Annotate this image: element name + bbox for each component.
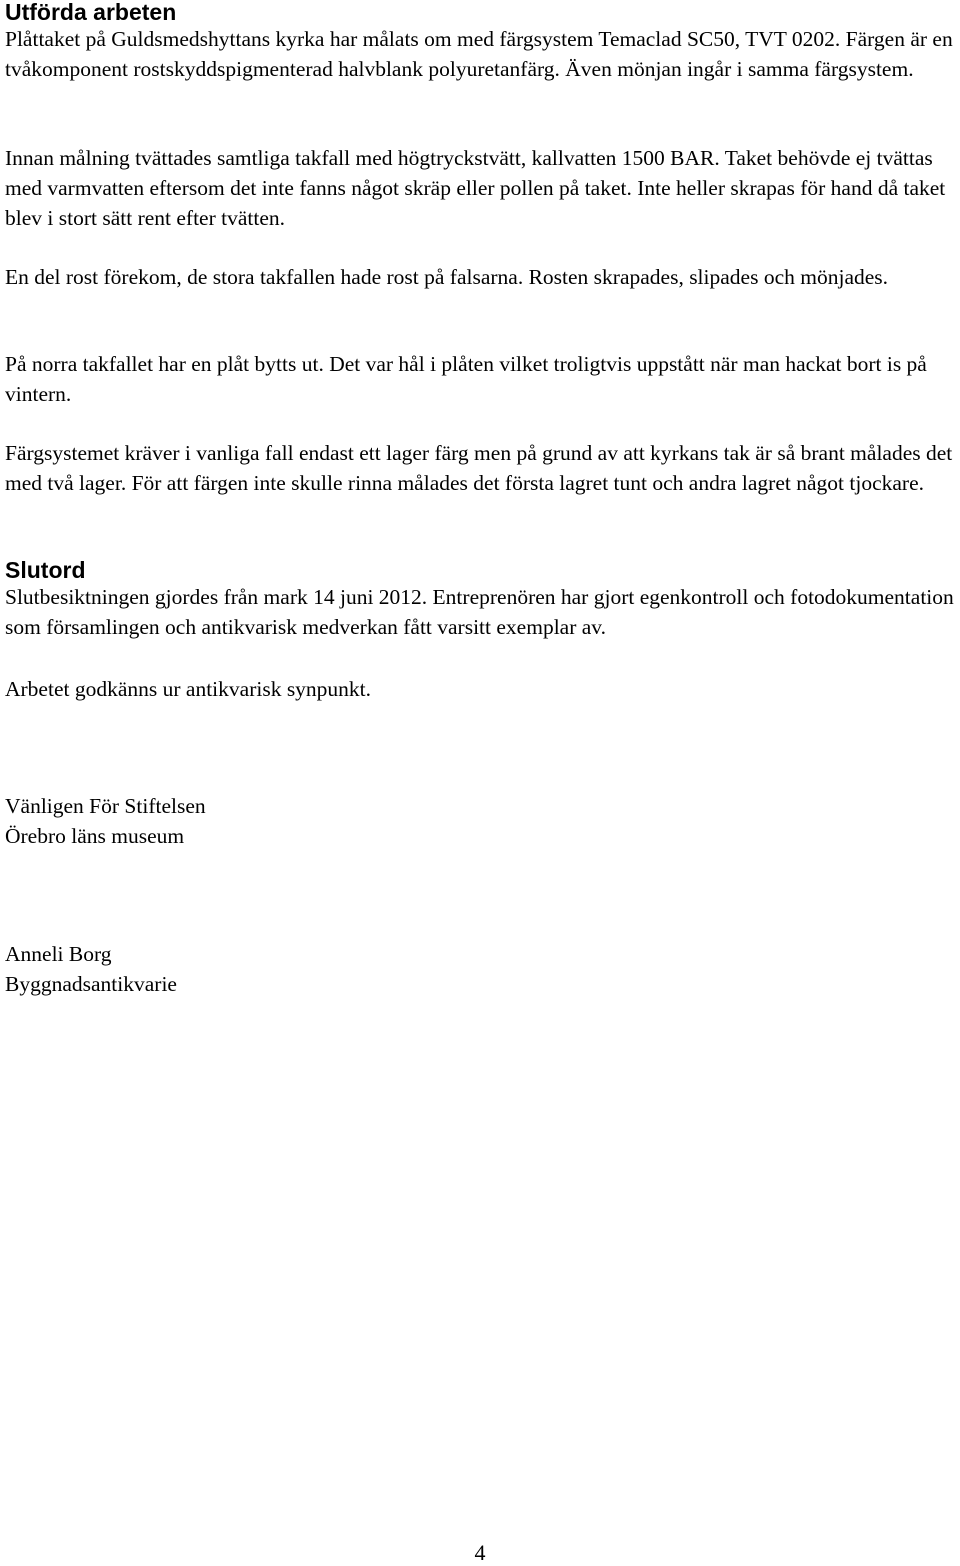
paragraph-washing: Innan målning tvättades samtliga takfall med högtryckstvätt, kallvatten 1500 BAR. Taket behövde ej tvättas med varmvatten eftersom det inte fanns något skräp eller pollen på taket. Inte heller skrapas för hand då taket blev i stort sätt rent efter tvätten. [5,146,946,230]
paragraph-approval: Arbetet godkänns ur antikvarisk synpunkt. [5,677,372,701]
paragraph-layers: Färgsystemet kräver i vanliga fall endast ett lager färg men på grund av att kyrkans tak är så brant målades det med två lager. För att färgen inte skulle rinna målades det första lagret tunt och andra lagret något tjockare. [5,441,953,495]
paragraph-final-inspection: Slutbesiktningen gjordes från mark 14 juni 2012. Entreprenören har gjort egenkontroll och fotodokumentation som församlingen och antikvarisk medverkan fått varsitt exemplar av. [5,585,954,639]
section-heading-slutord: Slutord [5,557,86,583]
section-slutord [5,558,955,642]
paragraph-rust: En del rost förekom, de stora takfallen hade rost på falsarna. Rosten skrapades, slipades och mönjades. [5,265,889,289]
paragraph-sheet-replacement: På norra takfallet har en plåt bytts ut. Det var hål i plåten vilket troligtvis uppstått när man hackat bort is på vintern. [5,352,927,406]
signature-block [5,939,955,999]
organization-name: Örebro läns museum [5,824,185,848]
signatory-name: Anneli Borg [5,942,112,966]
section-utforda-arbeten [5,0,955,84]
closing-line: Vänligen För Stiftelsen [5,794,206,818]
section-heading-utforda-arbeten: Utförda arbeten [5,0,177,25]
signatory-title: Byggnadsantikvarie [5,972,177,996]
paragraph-paint-system: Plåttaket på Guldsmedshyttans kyrka har målats om med färgsystem Temaclad SC50, TVT 0202. Färgen är en tvåkomponent rostskyddspigmenterad halvblank polyuretanfärg. Även mönjan ingår i samma färgsystem. [5,27,953,81]
page-number: 4 [474,1540,486,1565]
closing-block [5,791,955,851]
